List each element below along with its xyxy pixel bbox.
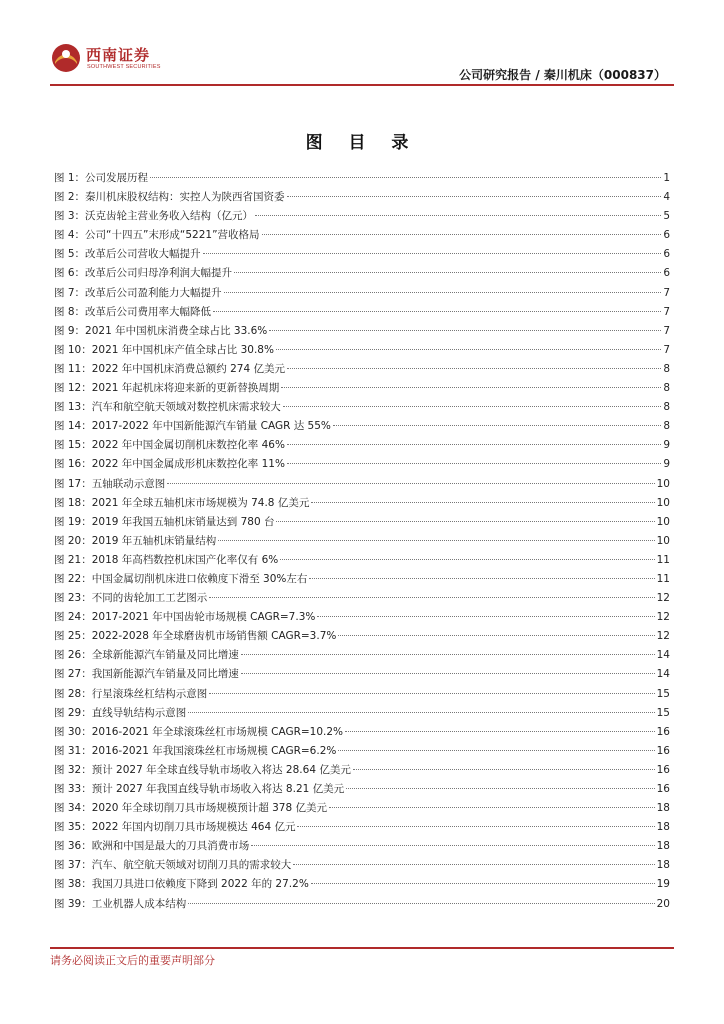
toc-entry-page: 19 — [656, 878, 670, 891]
toc-dot-leader — [150, 177, 661, 178]
toc-entry-number: 图 4： — [54, 229, 86, 242]
toc-entry[interactable] — [54, 551, 670, 570]
toc-entry-number: 图 39： — [54, 897, 92, 910]
toc-entry-title: 2022 年中国金属成形机床数控化率 11% — [91, 458, 285, 471]
toc-entry-page: 18 — [656, 802, 670, 815]
toc-dot-leader — [262, 234, 662, 235]
toc-entry-number: 图 13： — [54, 401, 92, 414]
toc-entry[interactable] — [54, 627, 670, 646]
toc-entry-page: 18 — [656, 821, 670, 834]
toc-entry[interactable] — [54, 284, 670, 303]
toc-dot-leader — [287, 196, 662, 197]
toc-dot-leader — [293, 864, 654, 865]
toc-entry-number: 图 3： — [54, 210, 86, 223]
toc-dot-leader — [317, 616, 654, 617]
toc-entry[interactable] — [54, 398, 670, 417]
toc-entry-number: 图 7： — [54, 286, 86, 299]
toc-dot-leader — [269, 330, 661, 331]
company-logo — [50, 42, 161, 78]
toc-entry-title: 全球新能源汽车销量及同比增速 — [91, 649, 239, 662]
toc-entry-number: 图 36： — [54, 840, 92, 853]
toc-entry[interactable] — [54, 799, 670, 818]
toc-entry-page: 10 — [656, 515, 670, 528]
toc-dot-leader — [333, 425, 661, 426]
page-header — [0, 0, 724, 90]
toc-entry[interactable] — [54, 513, 670, 532]
toc-entry[interactable] — [54, 665, 670, 684]
toc-entry-title: 2016-2021 年我国滚珠丝杠市场规模 CAGR=6.2% — [91, 744, 337, 757]
toc-entry-title: 汽车和航空航天领域对数控机床需求较大 — [91, 401, 281, 414]
toc-entry-page: 8 — [663, 401, 670, 414]
toc-entry-number: 图 33： — [54, 783, 92, 795]
toc-entry-title: 我国新能源汽车销量及同比增速 — [91, 668, 239, 681]
toc-entry[interactable] — [54, 188, 670, 207]
toc-entry[interactable] — [54, 322, 670, 341]
toc-entry-number: 图 25： — [54, 630, 92, 643]
toc-entry-title: 2022-2028 年全球磨齿机市场销售额 CAGR=3.7% — [91, 630, 337, 643]
toc-entry[interactable] — [54, 608, 670, 627]
toc-entry-title: 2017-2021 年中国齿轮市场规模 CAGR=7.3% — [91, 611, 316, 624]
logo-english-name: SOUTHWEST SECURITIES — [87, 64, 161, 70]
toc-entry-page: 11 — [656, 553, 670, 566]
toc-entry-number: 图 6： — [54, 267, 86, 280]
toc-entry[interactable] — [54, 856, 670, 875]
toc-entry-title: 秦川机床股权结构：实控人为陕西省国资委 — [85, 191, 285, 204]
toc-entry-title: 2018 年高档数控机床国产化率仅有 6% — [91, 553, 279, 566]
toc-dot-leader — [218, 540, 654, 541]
toc-dot-leader — [280, 559, 654, 560]
toc-entry[interactable] — [54, 379, 670, 398]
toc-entry-title: 中国金属切削机床进口依赖度下滑至 30%左右 — [91, 572, 308, 585]
toc-entry-title: 2021 年起机床将迎来新的更新替换周期 — [91, 382, 280, 395]
toc-dot-leader — [345, 731, 655, 732]
toc-entry-number: 图 8： — [54, 305, 86, 318]
toc-entry-page: 14 — [656, 668, 670, 681]
toc-entry-title: 改革后公司营收大幅提升 — [85, 248, 201, 261]
toc-entry-title: 沃克齿轮主营业务收入结构（亿元） — [85, 210, 254, 223]
toc-entry[interactable] — [54, 245, 670, 264]
toc-entry-title: 直线导轨结构示意图 — [91, 706, 187, 719]
toc-entry-title: 行星滚珠丝杠结构示意图 — [91, 687, 208, 700]
footer-divider — [50, 947, 674, 949]
toc-entry[interactable] — [54, 875, 670, 894]
toc-entry-number: 图 10： — [54, 343, 92, 356]
toc-entry-number: 图 21： — [54, 553, 92, 566]
toc-entry[interactable] — [54, 570, 670, 589]
toc-entry-page: 15 — [656, 706, 670, 719]
toc-entry-page: 18 — [656, 840, 670, 853]
toc-entry-number: 图 28： — [54, 687, 92, 700]
toc-dot-leader — [209, 597, 654, 598]
toc-entry-number: 图 24： — [54, 611, 92, 624]
toc-entry-page: 16 — [656, 783, 670, 795]
toc-entry[interactable] — [54, 303, 670, 322]
toc-entry[interactable] — [54, 417, 670, 436]
report-label: 公司研究报告 / 秦川机床（000837） — [459, 68, 666, 82]
toc-entry[interactable] — [54, 341, 670, 360]
toc-entry-number: 图 30： — [54, 725, 92, 738]
toc-entry-title: 改革后公司盈利能力大幅提升 — [85, 286, 222, 299]
toc-dot-leader — [241, 673, 655, 674]
toc-entry-page: 7 — [663, 305, 670, 318]
toc-entry[interactable] — [54, 780, 670, 799]
toc-entry-page: 12 — [656, 611, 670, 624]
toc-dot-leader — [329, 807, 655, 808]
toc-entry-page: 7 — [663, 286, 670, 299]
toc-entry-page: 8 — [663, 362, 670, 375]
toc-entry[interactable] — [54, 742, 670, 761]
toc-entry-page: 10 — [656, 534, 670, 547]
toc-entry-title: 2020 年全球切削刀具市场规模预计超 378 亿美元 — [91, 802, 327, 815]
toc-entry-page: 12 — [656, 630, 670, 643]
toc-entry-title: 2021 年全球五轴机床市场规模为 74.8 亿美元 — [91, 496, 310, 509]
toc-dot-leader — [213, 311, 661, 312]
figure-list — [54, 169, 670, 914]
toc-entry-page: 20 — [656, 897, 670, 910]
toc-dot-leader — [167, 483, 654, 484]
toc-entry[interactable] — [54, 475, 670, 494]
toc-entry-number: 图 19： — [54, 515, 92, 528]
toc-entry-number: 图 20： — [54, 534, 92, 547]
toc-entry-page: 16 — [656, 725, 670, 738]
toc-dot-leader — [346, 788, 654, 789]
toc-entry-number: 图 38： — [54, 878, 92, 891]
toc-entry-title: 2021 年中国机床产值全球占比 30.8% — [91, 343, 274, 356]
toc-entry-title: 2019 年五轴机床销量结构 — [91, 534, 217, 547]
toc-entry-page: 6 — [663, 229, 670, 242]
toc-entry-title: 预计 2027 年全球直线导轨市场收入将达 28.64 亿美元 — [91, 763, 351, 776]
logo-chinese-name: 西南证券 — [86, 46, 151, 64]
toc-entry[interactable] — [54, 589, 670, 608]
toc-entry[interactable] — [54, 685, 670, 704]
toc-dot-leader — [287, 463, 661, 464]
toc-entry-page: 7 — [663, 324, 670, 337]
toc-dot-leader — [287, 444, 661, 445]
toc-entry-number: 图 9： — [54, 324, 86, 337]
toc-dot-leader — [338, 750, 654, 751]
toc-entry[interactable] — [54, 436, 670, 455]
toc-entry-number: 图 1： — [54, 172, 86, 184]
toc-entry-page: 10 — [656, 477, 670, 490]
toc-entry-page: 1 — [663, 172, 670, 184]
toc-entry-page: 11 — [656, 572, 670, 585]
toc-entry-title: 2019 年我国五轴机床销量达到 780 台 — [91, 515, 275, 528]
toc-dot-leader — [311, 883, 655, 884]
toc-entry-page: 16 — [656, 763, 670, 776]
toc-dot-leader — [255, 215, 661, 216]
toc-dot-leader — [297, 826, 654, 827]
toc-entry-page: 5 — [663, 210, 670, 223]
toc-entry-number: 图 5： — [54, 248, 86, 261]
toc-entry-title: 2021 年中国机床消费全球占比 33.6% — [85, 324, 268, 337]
toc-entry-page: 8 — [663, 382, 670, 395]
toc-entry-number: 图 14： — [54, 420, 92, 433]
toc-dot-leader — [209, 693, 654, 694]
toc-entry-number: 图 27： — [54, 668, 92, 681]
toc-entry[interactable] — [54, 532, 670, 551]
toc-entry-page: 12 — [656, 592, 670, 605]
toc-entry-title: 2017-2022 年中国新能源汽车销量 CAGR 达 55% — [91, 420, 331, 433]
toc-entry-number: 图 11： — [54, 362, 92, 375]
toc-dot-leader — [276, 521, 654, 522]
toc-dot-leader — [287, 368, 661, 369]
disclaimer-note: 请务必阅读正文后的重要声明部分 — [50, 954, 215, 967]
toc-dot-leader — [224, 292, 662, 293]
toc-entry-title: 2016-2021 年全球滚珠丝杠市场规模 CAGR=10.2% — [91, 725, 344, 738]
toc-dot-leader — [276, 349, 661, 350]
toc-entry[interactable] — [54, 264, 670, 283]
toc-entry-title: 预计 2027 年我国直线导轨市场收入将达 8.21 亿美元 — [91, 783, 345, 795]
toc-entry-title: 2022 年中国机床消费总额约 274 亿美元 — [91, 362, 285, 375]
toc-entry-number: 图 16： — [54, 458, 92, 471]
toc-entry-number: 图 34： — [54, 802, 92, 815]
toc-entry[interactable] — [54, 169, 670, 188]
toc-entry-page: 15 — [656, 687, 670, 700]
toc-entry-page: 9 — [663, 439, 670, 452]
toc-entry-number: 图 2： — [54, 191, 86, 204]
toc-entry-number: 图 26： — [54, 649, 92, 662]
toc-entry[interactable] — [54, 455, 670, 474]
toc-entry[interactable] — [54, 226, 670, 245]
toc-entry-title: 2022 年中国金属切削机床数控化率 46% — [91, 439, 285, 452]
toc-entry-title: 公司发展历程 — [85, 172, 149, 184]
toc-dot-leader — [283, 406, 662, 407]
toc-entry[interactable] — [54, 818, 670, 837]
toc-entry-number: 图 17： — [54, 477, 92, 490]
logo-mark-icon — [50, 42, 82, 74]
toc-entry-page: 10 — [656, 496, 670, 509]
toc-entry-page: 6 — [663, 248, 670, 261]
toc-entry-title: 工业机器人成本结构 — [91, 897, 187, 910]
toc-entry-page: 8 — [663, 420, 670, 433]
toc-dot-leader — [203, 253, 662, 254]
toc-dot-leader — [281, 387, 661, 388]
toc-entry-page: 6 — [663, 267, 670, 280]
header-divider — [50, 84, 674, 86]
toc-entry-number: 图 35： — [54, 821, 92, 834]
toc-entry[interactable] — [54, 494, 670, 513]
toc-entry[interactable] — [54, 207, 670, 226]
toc-entry-number: 图 23： — [54, 592, 92, 605]
toc-dot-leader — [188, 903, 654, 904]
toc-entry[interactable] — [54, 837, 670, 856]
toc-dot-leader — [353, 769, 655, 770]
toc-entry-page: 7 — [663, 343, 670, 356]
toc-entry-number: 图 22： — [54, 572, 92, 585]
toc-entry-title: 五轴联动示意图 — [91, 477, 166, 490]
toc-entry-number: 图 29： — [54, 706, 92, 719]
toc-entry-title: 公司“十四五”末形成“5221”营收格局 — [85, 229, 260, 242]
page-title: 图 目 录 — [305, 133, 419, 153]
toc-dot-leader — [241, 654, 655, 655]
toc-entry-page: 16 — [656, 744, 670, 757]
toc-entry[interactable] — [54, 704, 670, 723]
toc-dot-leader — [188, 712, 654, 713]
toc-entry-number: 图 15： — [54, 439, 92, 452]
toc-dot-leader — [338, 635, 654, 636]
toc-entry-number: 图 37： — [54, 859, 92, 872]
toc-entry-number: 图 12： — [54, 382, 92, 395]
toc-entry-page: 14 — [656, 649, 670, 662]
toc-entry[interactable] — [54, 360, 670, 379]
toc-entry-title: 不同的齿轮加工工艺图示 — [91, 592, 208, 605]
toc-entry-number: 图 31： — [54, 744, 92, 757]
toc-entry[interactable] — [54, 761, 670, 780]
toc-entry-title: 我国刀具进口依赖度下降到 2022 年的 27.2% — [91, 878, 309, 891]
toc-dot-leader — [251, 845, 654, 846]
toc-entry-title: 汽车、航空航天领域对切削刀具的需求较大 — [91, 859, 292, 872]
toc-entry-number: 图 18： — [54, 496, 92, 509]
toc-entry[interactable] — [54, 646, 670, 665]
toc-entry-page: 18 — [656, 859, 670, 872]
toc-entry-title: 欧洲和中国是最大的刀具消费市场 — [91, 840, 250, 853]
toc-entry-title: 改革后公司费用率大幅降低 — [85, 305, 212, 318]
toc-entry-page: 9 — [663, 458, 670, 471]
toc-dot-leader — [309, 578, 654, 579]
toc-dot-leader — [234, 272, 661, 273]
toc-entry[interactable] — [54, 895, 670, 914]
toc-entry-title: 改革后公司归母净利润大幅提升 — [85, 267, 233, 280]
toc-entry[interactable] — [54, 723, 670, 742]
toc-entry-number: 图 32： — [54, 763, 92, 776]
toc-entry-title: 2022 年国内切削刀具市场规模达 464 亿元 — [91, 821, 296, 834]
toc-entry-page: 4 — [663, 191, 670, 204]
toc-dot-leader — [311, 502, 654, 503]
